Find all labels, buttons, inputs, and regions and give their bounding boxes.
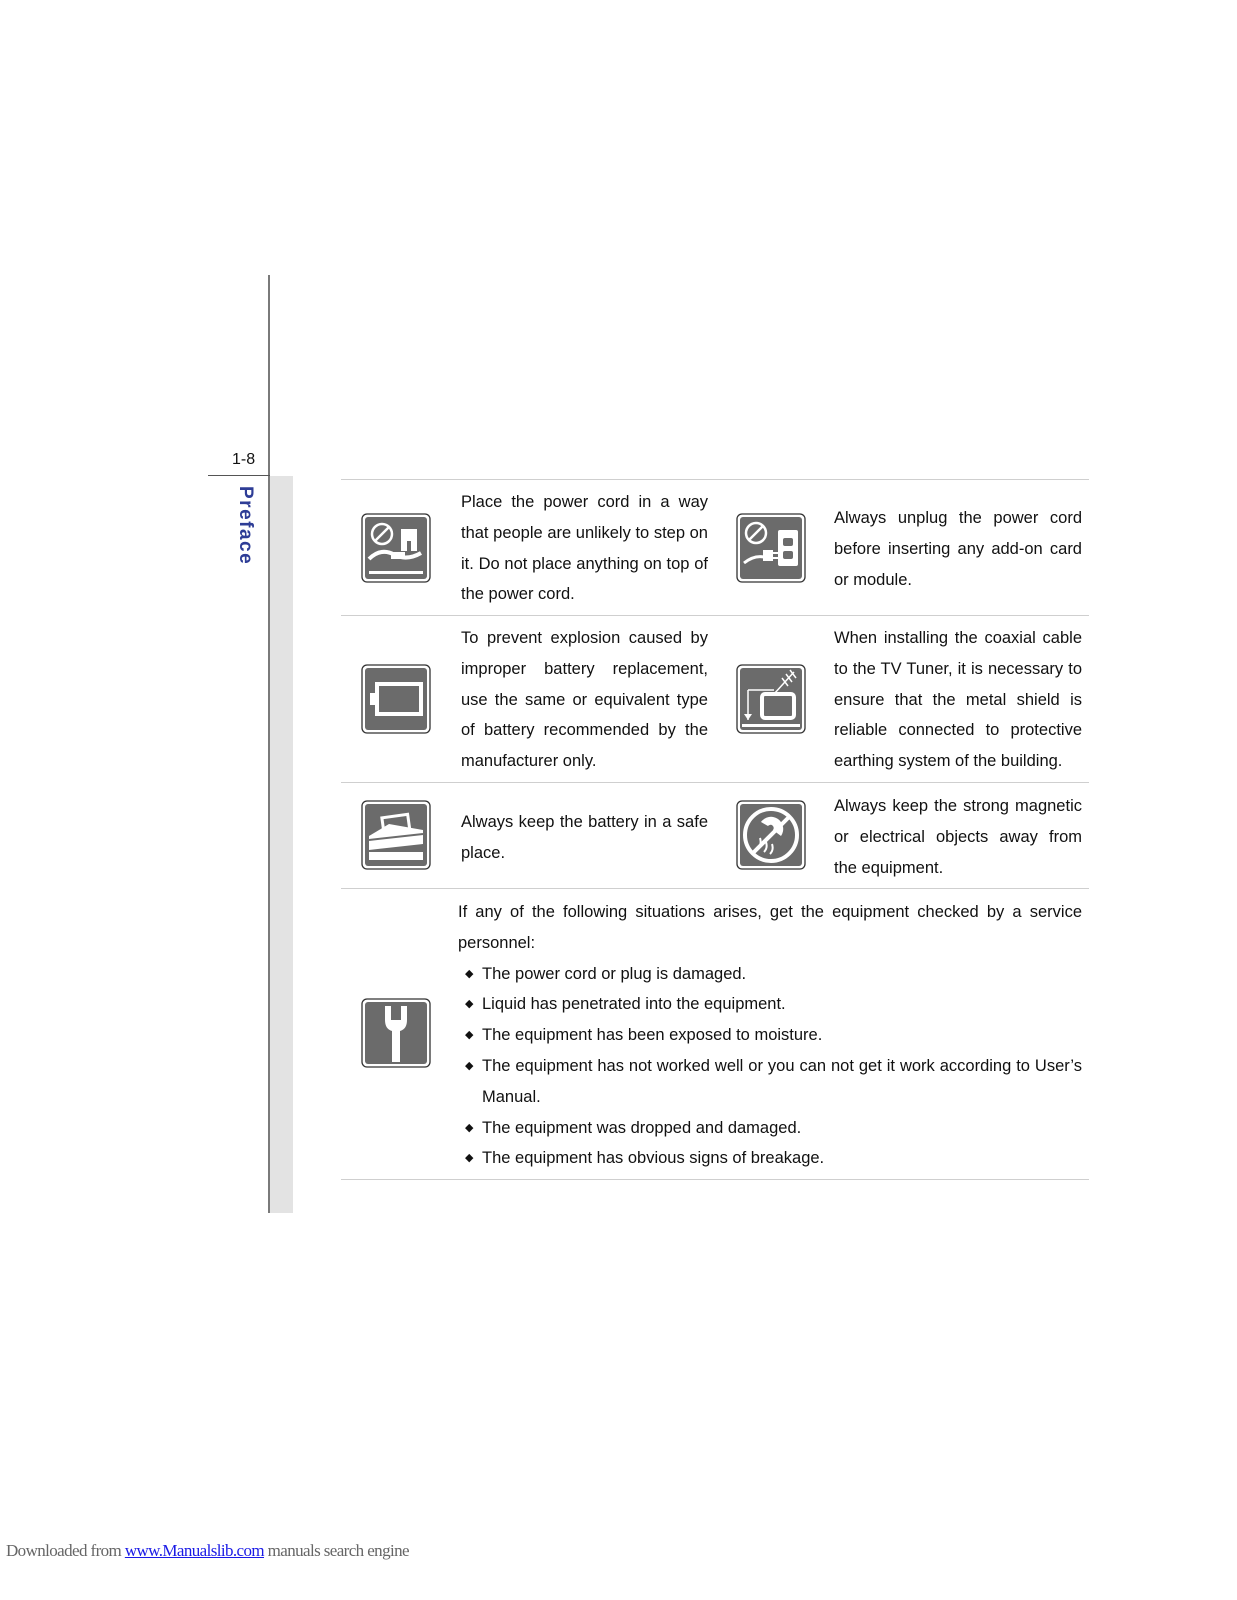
list-item: ◆ The equipment has not worked well or you can not get it work according to User’s Manual. [458, 1051, 1082, 1113]
wrench-service-icon [361, 998, 431, 1068]
battery-icon [361, 664, 431, 734]
item-text: Place the power cord in a way that people are unlikely to step on it. Do not place anything on top of the power cord. [461, 493, 708, 604]
footer-prefix: Downloaded from [6, 1541, 125, 1560]
service-intro: If any of the following situations arises, get the equipment checked by a service personnel: [458, 903, 1082, 952]
service-bullet-list [458, 959, 1082, 1175]
table-rule [341, 782, 1089, 783]
download-footer [6, 1541, 409, 1561]
bullet-diamond-icon: ◆ [465, 998, 474, 1011]
page-number: 1-8 [232, 451, 256, 468]
margin-shade [270, 476, 293, 1213]
battery-storage-box-icon [361, 800, 431, 870]
table-rule [341, 888, 1089, 889]
service-conditions [458, 897, 1082, 1174]
list-item: ◆ The equipment was dropped and damaged. [458, 1113, 1082, 1144]
list-item: ◆ The equipment has obvious signs of breakage. [458, 1143, 1082, 1174]
item-text: Always keep the strong magnetic or electrical objects away from the equipment. [834, 797, 1082, 877]
tv-antenna-ground-icon [736, 664, 806, 734]
bullet-diamond-icon: ◆ [465, 1059, 474, 1072]
manualslib-link[interactable]: www.Manualslib.com [124, 1541, 265, 1560]
bullet-diamond-icon: ◆ [465, 967, 474, 980]
list-item: ◆ The equipment has been exposed to moisture. [458, 1020, 1082, 1051]
table-rule-top [341, 479, 1089, 480]
table-rule [341, 615, 1089, 616]
no-magnet-icon [736, 800, 806, 870]
item-text: To prevent explosion caused by improper battery replacement, use the same or equivalent type of battery recommended by the manufacturer only. [461, 629, 708, 771]
list-item: ◆ Liquid has penetrated into the equipment. [458, 989, 1082, 1020]
footer-suffix: manuals search engine [264, 1541, 409, 1560]
page-number-rule [208, 475, 270, 476]
item-text: Always unplug the power cord before inserting any add-on card or module. [834, 509, 1082, 589]
table-rule-bottom [341, 1179, 1089, 1180]
bullet-diamond-icon: ◆ [465, 1121, 474, 1134]
item-text: Always keep the battery in a safe place. [461, 813, 708, 862]
section-tab-preface: Preface [235, 486, 256, 566]
unplug-before-install-icon [736, 513, 806, 583]
list-item: ◆ The power cord or plug is damaged. [458, 959, 1082, 990]
power-cord-step-warning-icon [361, 513, 431, 583]
bullet-diamond-icon: ◆ [465, 1152, 474, 1165]
bullet-diamond-icon: ◆ [465, 1029, 474, 1042]
item-text: When installing the coaxial cable to the TV Tuner, it is necessary to ensure that the metal shield is reliable connected to protective earthing system of the building. [834, 629, 1082, 771]
